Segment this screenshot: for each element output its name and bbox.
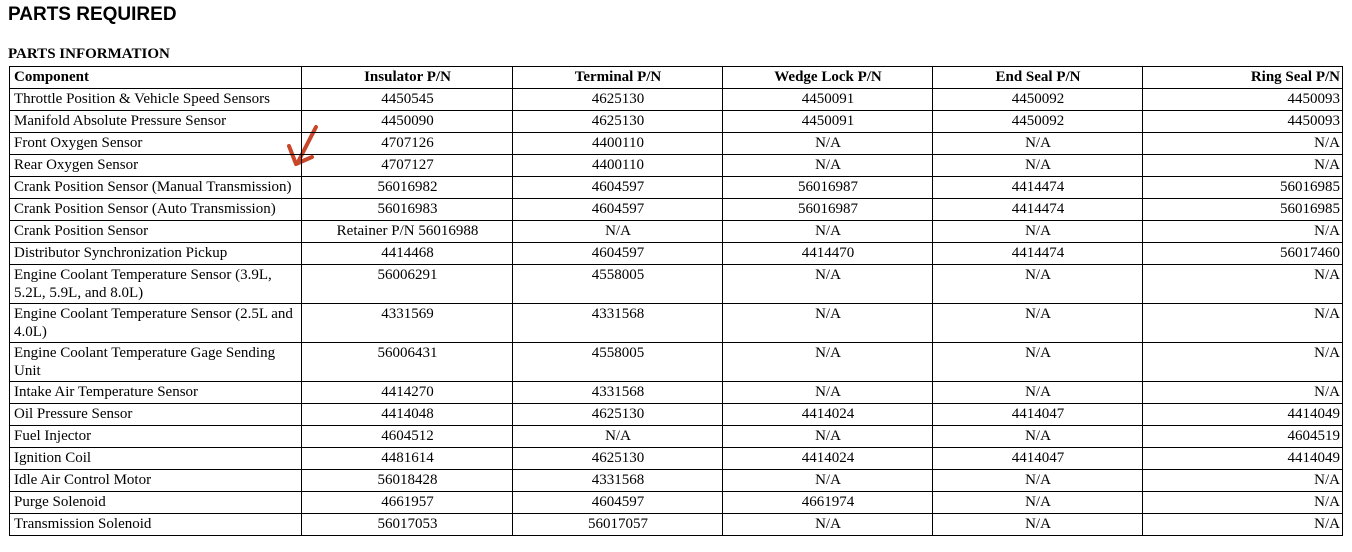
cell-end-seal-pn: N/A (933, 470, 1143, 492)
cell-ring-seal-pn: 4450093 (1143, 89, 1343, 111)
table-row (10, 111, 1343, 133)
cell-end-seal-pn: N/A (933, 221, 1143, 243)
cell-ring-seal-pn: N/A (1143, 470, 1343, 492)
cell-wedge-lock-pn: N/A (723, 265, 933, 304)
cell-wedge-lock-pn: N/A (723, 514, 933, 536)
cell-wedge-lock-pn: N/A (723, 426, 933, 448)
cell-end-seal-pn: 4414047 (933, 448, 1143, 470)
cell-component: Oil Pressure Sensor (10, 404, 302, 426)
cell-ring-seal-pn: 4414049 (1143, 448, 1343, 470)
cell-component: Engine Coolant Temperature Sensor (2.5L and 4.0L) (10, 304, 302, 343)
parts-table-body (10, 89, 1343, 536)
cell-component: Purge Solenoid (10, 492, 302, 514)
cell-ring-seal-pn: 56016985 (1143, 177, 1343, 199)
cell-end-seal-pn: 4414474 (933, 177, 1143, 199)
table-row (10, 265, 1343, 304)
cell-component: Distributor Synchronization Pickup (10, 243, 302, 265)
page-title: PARTS REQUIRED (8, 4, 177, 25)
cell-terminal-pn: N/A (513, 426, 723, 448)
cell-terminal-pn: 4604597 (513, 243, 723, 265)
cell-component: Crank Position Sensor (Auto Transmission) (10, 199, 302, 221)
cell-insulator-pn: 56006291 (302, 265, 513, 304)
cell-wedge-lock-pn: 56016987 (723, 199, 933, 221)
cell-ring-seal-pn: N/A (1143, 221, 1343, 243)
cell-wedge-lock-pn: 4450091 (723, 111, 933, 133)
cell-ring-seal-pn: N/A (1143, 492, 1343, 514)
header-insulator: Insulator P/N (302, 67, 513, 89)
table-row (10, 470, 1343, 492)
cell-end-seal-pn: N/A (933, 514, 1143, 536)
header-wedge-lock: Wedge Lock P/N (723, 67, 933, 89)
cell-component: Rear Oxygen Sensor (10, 155, 302, 177)
header-end-seal: End Seal P/N (933, 67, 1143, 89)
cell-wedge-lock-pn: N/A (723, 382, 933, 404)
cell-component: Crank Position Sensor (10, 221, 302, 243)
header-terminal: Terminal P/N (513, 67, 723, 89)
table-row (10, 243, 1343, 265)
cell-component: Ignition Coil (10, 448, 302, 470)
table-row (10, 304, 1343, 343)
cell-terminal-pn: 4604597 (513, 492, 723, 514)
cell-component: Idle Air Control Motor (10, 470, 302, 492)
cell-insulator-pn: 4707126 (302, 133, 513, 155)
cell-component: Crank Position Sensor (Manual Transmission) (10, 177, 302, 199)
cell-terminal-pn: 4400110 (513, 133, 723, 155)
cell-ring-seal-pn: N/A (1143, 514, 1343, 536)
cell-wedge-lock-pn: 4450091 (723, 89, 933, 111)
table-row (10, 133, 1343, 155)
cell-terminal-pn: 4625130 (513, 448, 723, 470)
cell-end-seal-pn: N/A (933, 304, 1143, 343)
cell-wedge-lock-pn: 4414024 (723, 404, 933, 426)
section-title: PARTS INFORMATION (8, 46, 170, 62)
cell-component: Transmission Solenoid (10, 514, 302, 536)
cell-wedge-lock-pn: N/A (723, 155, 933, 177)
cell-insulator-pn: 4414048 (302, 404, 513, 426)
cell-ring-seal-pn: N/A (1143, 155, 1343, 177)
cell-wedge-lock-pn: 4414024 (723, 448, 933, 470)
cell-end-seal-pn: 4414474 (933, 199, 1143, 221)
cell-terminal-pn: 4400110 (513, 155, 723, 177)
table-row (10, 382, 1343, 404)
cell-ring-seal-pn: 4450093 (1143, 111, 1343, 133)
cell-ring-seal-pn: 56017460 (1143, 243, 1343, 265)
cell-wedge-lock-pn: N/A (723, 470, 933, 492)
cell-wedge-lock-pn: N/A (723, 221, 933, 243)
cell-insulator-pn: 4450545 (302, 89, 513, 111)
parts-table (9, 66, 1343, 536)
cell-end-seal-pn: N/A (933, 265, 1143, 304)
cell-ring-seal-pn: 56016985 (1143, 199, 1343, 221)
cell-end-seal-pn: N/A (933, 492, 1143, 514)
cell-terminal-pn: 4625130 (513, 111, 723, 133)
table-row (10, 177, 1343, 199)
table-row (10, 343, 1343, 382)
cell-insulator-pn: 4331569 (302, 304, 513, 343)
cell-ring-seal-pn: N/A (1143, 382, 1343, 404)
cell-insulator-pn: 4661957 (302, 492, 513, 514)
table-row (10, 514, 1343, 536)
cell-wedge-lock-pn: 4661974 (723, 492, 933, 514)
cell-terminal-pn: 4625130 (513, 404, 723, 426)
table-row (10, 199, 1343, 221)
cell-component: Manifold Absolute Pressure Sensor (10, 111, 302, 133)
cell-insulator-pn: 56016983 (302, 199, 513, 221)
cell-terminal-pn: 4604597 (513, 199, 723, 221)
table-row (10, 492, 1343, 514)
cell-insulator-pn: 4450090 (302, 111, 513, 133)
cell-end-seal-pn: 4450092 (933, 111, 1143, 133)
cell-ring-seal-pn: N/A (1143, 343, 1343, 382)
table-header-row (10, 67, 1343, 89)
cell-end-seal-pn: N/A (933, 155, 1143, 177)
cell-wedge-lock-pn: N/A (723, 304, 933, 343)
cell-component: Front Oxygen Sensor (10, 133, 302, 155)
cell-terminal-pn: 4604597 (513, 177, 723, 199)
header-component: Component (10, 67, 302, 89)
table-row (10, 221, 1343, 243)
cell-insulator-pn: 56018428 (302, 470, 513, 492)
cell-end-seal-pn: 4414047 (933, 404, 1143, 426)
cell-insulator-pn: 56016982 (302, 177, 513, 199)
cell-insulator-pn: 56017053 (302, 514, 513, 536)
cell-terminal-pn: 56017057 (513, 514, 723, 536)
cell-end-seal-pn: 4450092 (933, 89, 1143, 111)
cell-ring-seal-pn: 4604519 (1143, 426, 1343, 448)
cell-component: Fuel Injector (10, 426, 302, 448)
cell-terminal-pn: 4331568 (513, 304, 723, 343)
table-row (10, 155, 1343, 177)
cell-component: Engine Coolant Temperature Gage Sending Unit (10, 343, 302, 382)
cell-terminal-pn: 4331568 (513, 470, 723, 492)
cell-insulator-pn: 56006431 (302, 343, 513, 382)
cell-wedge-lock-pn: 56016987 (723, 177, 933, 199)
table-row (10, 448, 1343, 470)
cell-component: Throttle Position & Vehicle Speed Sensors (10, 89, 302, 111)
cell-insulator-pn: 4604512 (302, 426, 513, 448)
cell-ring-seal-pn: 4414049 (1143, 404, 1343, 426)
cell-insulator-pn: 4414468 (302, 243, 513, 265)
cell-wedge-lock-pn: 4414470 (723, 243, 933, 265)
cell-end-seal-pn: 4414474 (933, 243, 1143, 265)
table-row (10, 404, 1343, 426)
cell-component: Intake Air Temperature Sensor (10, 382, 302, 404)
cell-terminal-pn: 4331568 (513, 382, 723, 404)
cell-end-seal-pn: N/A (933, 133, 1143, 155)
cell-ring-seal-pn: N/A (1143, 265, 1343, 304)
cell-insulator-pn: 4707127 (302, 155, 513, 177)
cell-end-seal-pn: N/A (933, 426, 1143, 448)
cell-terminal-pn: 4625130 (513, 89, 723, 111)
cell-wedge-lock-pn: N/A (723, 343, 933, 382)
cell-terminal-pn: 4558005 (513, 343, 723, 382)
cell-end-seal-pn: N/A (933, 343, 1143, 382)
cell-ring-seal-pn: N/A (1143, 133, 1343, 155)
header-ring-seal: Ring Seal P/N (1143, 67, 1343, 89)
table-row (10, 89, 1343, 111)
cell-insulator-pn: 4414270 (302, 382, 513, 404)
cell-terminal-pn: N/A (513, 221, 723, 243)
cell-insulator-pn: Retainer P/N 56016988 (302, 221, 513, 243)
table-row (10, 426, 1343, 448)
cell-wedge-lock-pn: N/A (723, 133, 933, 155)
cell-component: Engine Coolant Temperature Sensor (3.9L, 5.2L, 5.9L, and 8.0L) (10, 265, 302, 304)
cell-end-seal-pn: N/A (933, 382, 1143, 404)
cell-insulator-pn: 4481614 (302, 448, 513, 470)
cell-terminal-pn: 4558005 (513, 265, 723, 304)
cell-ring-seal-pn: N/A (1143, 304, 1343, 343)
